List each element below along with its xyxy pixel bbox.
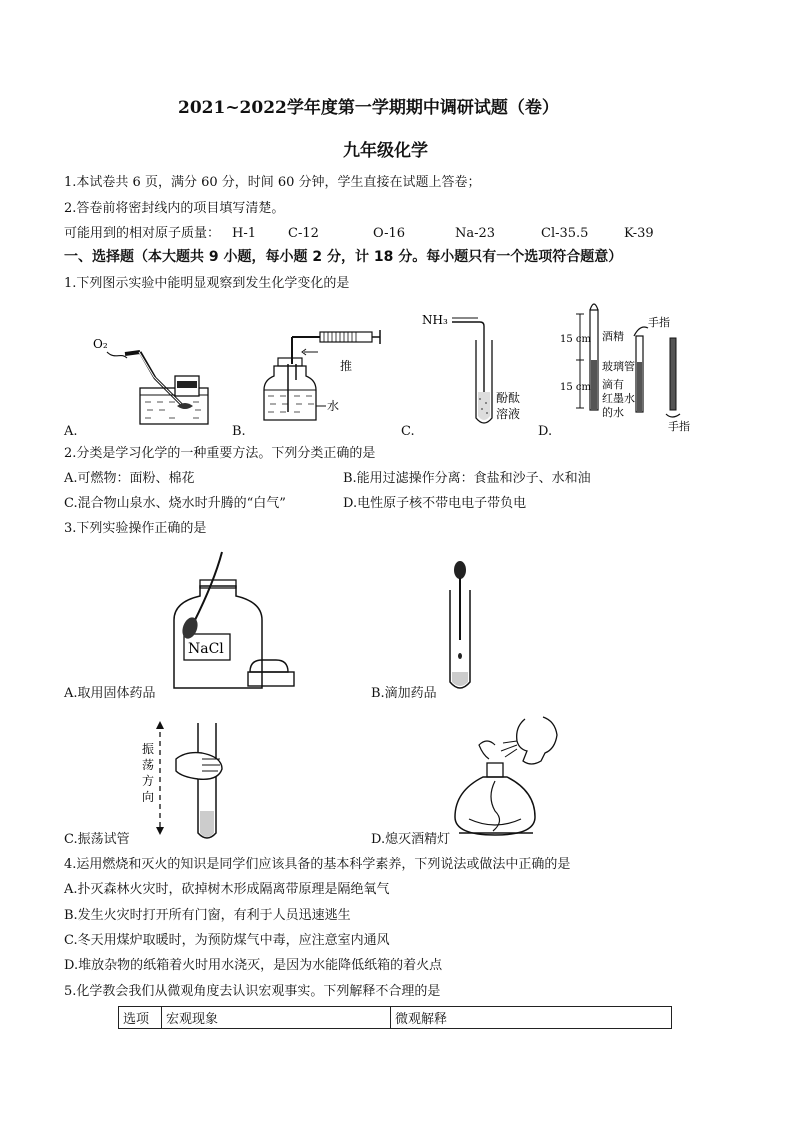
q3-stem: 3.下列实验操作正确的是 bbox=[64, 521, 207, 536]
q3c-shake-1: 振 bbox=[142, 742, 155, 756]
q1b-water-label: 水 bbox=[327, 399, 340, 413]
q3c-shake-3: 方 bbox=[142, 774, 155, 788]
atomic-mass-na: Na-23 bbox=[455, 226, 496, 241]
q3a-nacl-label: NaCl bbox=[188, 641, 224, 657]
note-1: 1.本试卷共 6 页，满分 60 分，时间 60 分钟，学生直接在试题上答卷； bbox=[64, 175, 481, 190]
atomic-mass-o: O-16 bbox=[373, 226, 406, 241]
q1c-solution-label-2: 溶液 bbox=[496, 407, 521, 421]
q3-figure-a bbox=[170, 548, 300, 693]
atomic-mass-cl: Cl-35.5 bbox=[541, 226, 589, 241]
page-subtitle: 九年级化学 bbox=[343, 141, 428, 161]
q1-option-d: D. bbox=[538, 424, 553, 439]
table-row bbox=[119, 1007, 672, 1029]
q2-option-b: B.能用过滤操作分离：食盐和沙子、水和油 bbox=[343, 471, 591, 486]
q2-option-d: D.电性原子核不带电电子带负电 bbox=[343, 496, 527, 511]
q1d-length-2: 15 cm bbox=[560, 382, 591, 393]
q2-option-a: A.可燃物：面粉、棉花 bbox=[64, 471, 195, 486]
q1d-tube-label: 玻璃管 bbox=[602, 360, 635, 373]
q1-option-b: B. bbox=[232, 424, 246, 439]
q4-option-b: B.发生火灾时打开所有门窗，有利于人员迅速逃生 bbox=[64, 908, 351, 923]
q3-figure-d bbox=[455, 715, 565, 850]
page-title: 2021~2022学年度第一学期期中调研试题（卷） bbox=[178, 98, 559, 118]
q2-stem: 2.分类是学习化学的一种重要方法。下列分类正确的是 bbox=[64, 446, 376, 461]
q4-option-a: A.扑灭森林火灾时，砍掉树木形成隔离带原理是隔绝氧气 bbox=[64, 882, 390, 897]
q3-figure-c bbox=[140, 715, 240, 845]
q1b-push-label: 推 bbox=[340, 359, 353, 373]
q5-header-option: 选项 bbox=[119, 1007, 162, 1029]
q3-option-b: B.滴加药品 bbox=[371, 686, 437, 701]
q1-option-a: A. bbox=[64, 424, 78, 439]
q1-figure-a bbox=[85, 330, 220, 430]
atomic-mass-k: K-39 bbox=[624, 226, 654, 241]
q4-stem: 4.运用燃烧和灭火的知识是同学们应该具备的基本科学素养，下列说法或做法中正确的是 bbox=[64, 857, 571, 872]
q2-option-c: C.混合物山泉水、烧水时升腾的“白气” bbox=[64, 496, 286, 511]
atomic-mass-h: H-1 bbox=[232, 226, 257, 241]
q4-option-c: C.冬天用煤炉取暖时，为预防煤气中毒，应注意室内通风 bbox=[64, 933, 390, 948]
q1c-gas-label: NH₃ bbox=[422, 313, 448, 327]
q1-option-c: C. bbox=[401, 424, 415, 439]
q1a-gas-label: O₂ bbox=[93, 337, 108, 351]
q1d-finger-bottom-label: 手指 bbox=[668, 420, 690, 433]
note-2: 2.答卷前将密封线内的项目填写清楚。 bbox=[64, 201, 285, 216]
q1d-ink-label-3: 的水 bbox=[602, 406, 624, 419]
q3-option-c: C.振荡试管 bbox=[64, 832, 130, 847]
q3c-shake-2: 荡 bbox=[142, 758, 155, 772]
atomic-mass-c: C-12 bbox=[288, 226, 319, 241]
q1-figure-c bbox=[420, 308, 530, 433]
q3-option-a: A.取用固体药品 bbox=[64, 686, 156, 701]
q1-figure-b bbox=[260, 328, 385, 430]
q1d-length-1: 15 cm bbox=[560, 334, 591, 345]
atomic-mass-label: 可能用到的相对原子质量： bbox=[64, 226, 221, 241]
q1-figure-d bbox=[560, 296, 720, 436]
q1-stem: 1.下列图示实验中能明显观察到发生化学变化的是 bbox=[64, 276, 350, 291]
q5-stem: 5.化学教会我们从微观角度去认识宏观事实。下列解释不合理的是 bbox=[64, 984, 441, 999]
q3-figure-b bbox=[438, 560, 488, 695]
section-heading: 一、选择题（本大题共 9 小题，每小题 2 分，计 18 分。每小题只有一个选项符合题意） bbox=[64, 249, 623, 265]
q5-header-micro: 微观解释 bbox=[391, 1007, 672, 1029]
q1d-ink-label-1: 滴有 bbox=[602, 378, 624, 391]
q5-header-macro: 宏观现象 bbox=[162, 1007, 391, 1029]
q4-option-d: D.堆放杂物的纸箱着火时用水浇灭，是因为水能降低纸箱的着火点 bbox=[64, 958, 443, 973]
q3-option-d: D.熄灭酒精灯 bbox=[371, 832, 451, 847]
q3c-shake-4: 向 bbox=[142, 790, 155, 804]
q1d-ink-label-2: 红墨水 bbox=[602, 392, 635, 405]
q1c-solution-label-1: 酚酞 bbox=[496, 391, 521, 405]
q1d-finger-top-label: 手指 bbox=[648, 316, 670, 329]
q5-table bbox=[118, 1006, 672, 1029]
q1d-alcohol-label: 酒精 bbox=[602, 330, 624, 343]
